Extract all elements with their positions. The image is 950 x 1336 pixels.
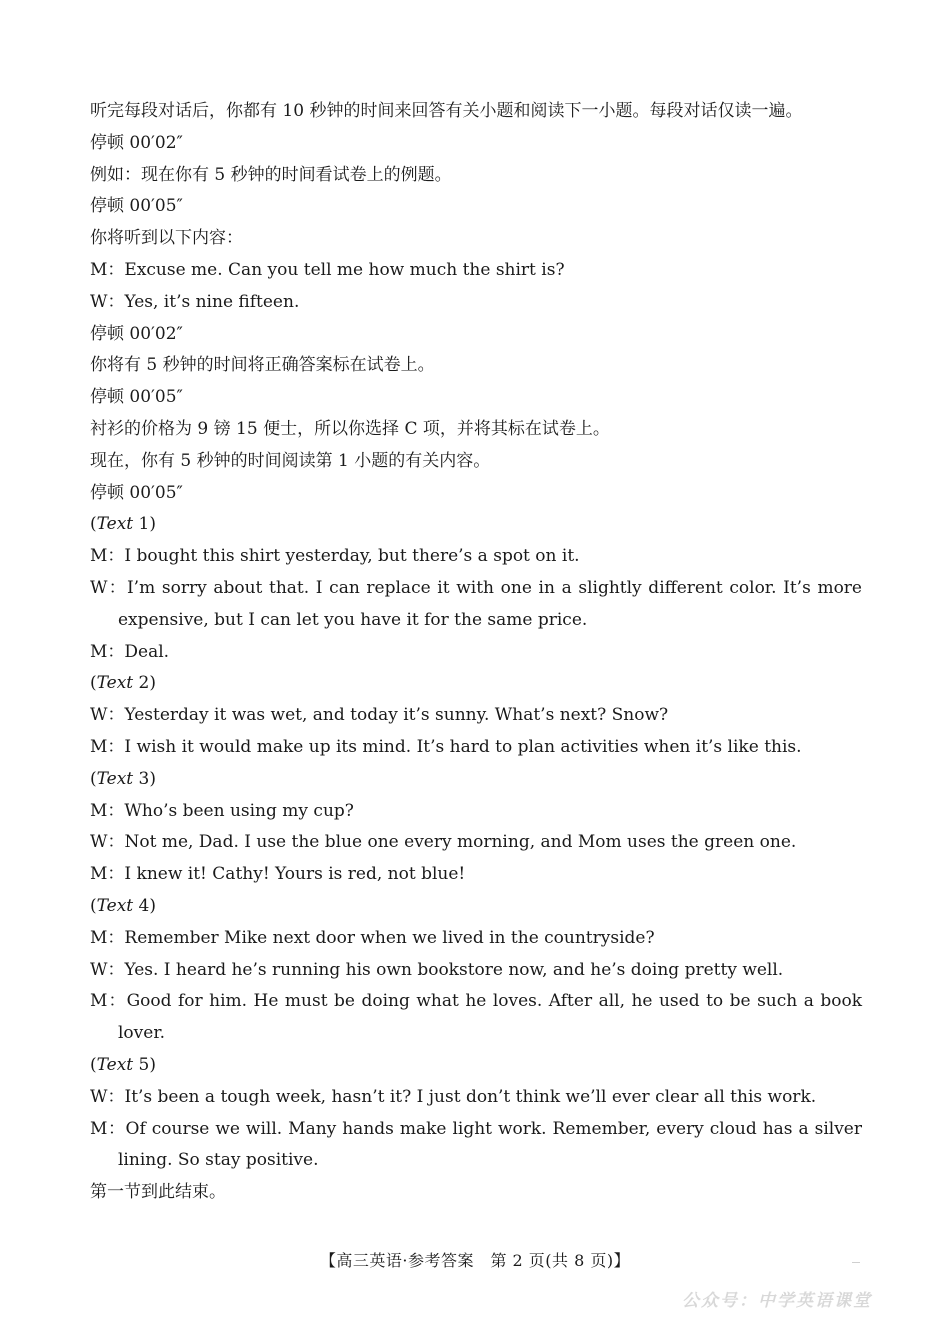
dialog-line: W：Not me, Dad. I use the blue one every morning, and Mom uses the green one. [90,832,797,853]
dialog-line: M：Deal. [90,641,170,662]
pause-marker: 停顿 00′05″ [90,482,183,503]
section-end: 第一节到此结束。 [90,1182,226,1203]
page-footer: 【高三英语·参考答案 第 2 页(共 8 页)】 [319,1251,631,1270]
pause-marker: 停顿 00′02″ [90,323,183,344]
document-body [90,96,862,1209]
text-label: (Text 4) [90,895,157,916]
text-label: (Text 5) [90,1054,157,1075]
text-label-number: 3 [138,768,150,789]
text-label-number: 5 [138,1054,150,1075]
example-dialog-line: W：Yes, it’s nine fifteen. [90,291,300,312]
pause-marker: 停顿 00′02″ [90,132,183,153]
dialog-line: M：Who’s been using my cup? [90,800,354,821]
dialog-line: W：Yesterday it was wet, and today it’s sunny. What’s next? Snow? [90,705,669,726]
text-label-word: Text [96,768,134,789]
dialog-line: M：Of course we will. Many hands make light work. Remember, every cloud has a silver lining. So stay positive. [90,1118,862,1171]
dialog-line: M：I wish it would make up its mind. It’s hard to plan activities when it’s like this. [90,736,802,757]
dialog-line: M：I knew it! Cathy! Yours is red, not blue! [90,864,466,885]
text-label-number: 2 [138,673,150,694]
text-label: (Text 1) [90,514,157,535]
watermark: 公众号：中学英语课堂 [682,1291,872,1311]
dialog-line: W：I’m sorry about that. I can replace it with one in a slightly different color. It’s more expensive, but I can let you have it for the same price. [90,577,862,630]
dialog-line: W：Yes. I heard he’s running his own bookstore now, and he’s doing pretty well. [90,959,784,980]
dialog-line: M：I bought this shirt yesterday, but there’s a spot on it. [90,546,580,567]
text-label: (Text 2) [90,673,157,694]
text-label-word: Text [96,514,134,535]
text-label-word: Text [96,1054,134,1075]
intro-line: 听完每段对话后，你都有 10 秒钟的时间来回答有关小题和阅读下一小题。每段对话仅读一遍。 [90,101,803,121]
intro-line: 现在，你有 5 秒钟的时间阅读第 1 小题的有关内容。 [90,450,491,471]
dialog-line: M：Remember Mike next door when we lived in the countryside? [90,927,655,948]
example-dialog-line: M：Excuse me. Can you tell me how much the shirt is? [90,259,565,280]
intro-line: 衬衫的价格为 9 镑 15 便士，所以你选择 C 项，并将其标在试卷上。 [90,418,610,439]
text-label-number: 1 [138,514,150,535]
intro-line: 你将有 5 秒钟的时间将正确答案标在试卷上。 [90,355,435,376]
text-label-word: Text [96,895,134,916]
intro-line: 例如：现在你有 5 秒钟的时间看试卷上的例题。 [90,164,452,185]
dialog-line: M：Good for him. He must be doing what he loves. After all, he used to be such a book lover. [90,991,862,1044]
intro-line: 你将听到以下内容： [90,228,243,249]
text-label-word: Text [96,673,134,694]
text-label-number: 4 [138,895,150,916]
pause-marker: 停顿 00′05″ [90,196,183,217]
pause-marker: 停顿 00′05″ [90,387,183,408]
dialog-line: W：It’s been a tough week, hasn’t it? I just don’t think we’ll ever clear all this work. [90,1086,817,1107]
text-label: (Text 3) [90,768,157,789]
